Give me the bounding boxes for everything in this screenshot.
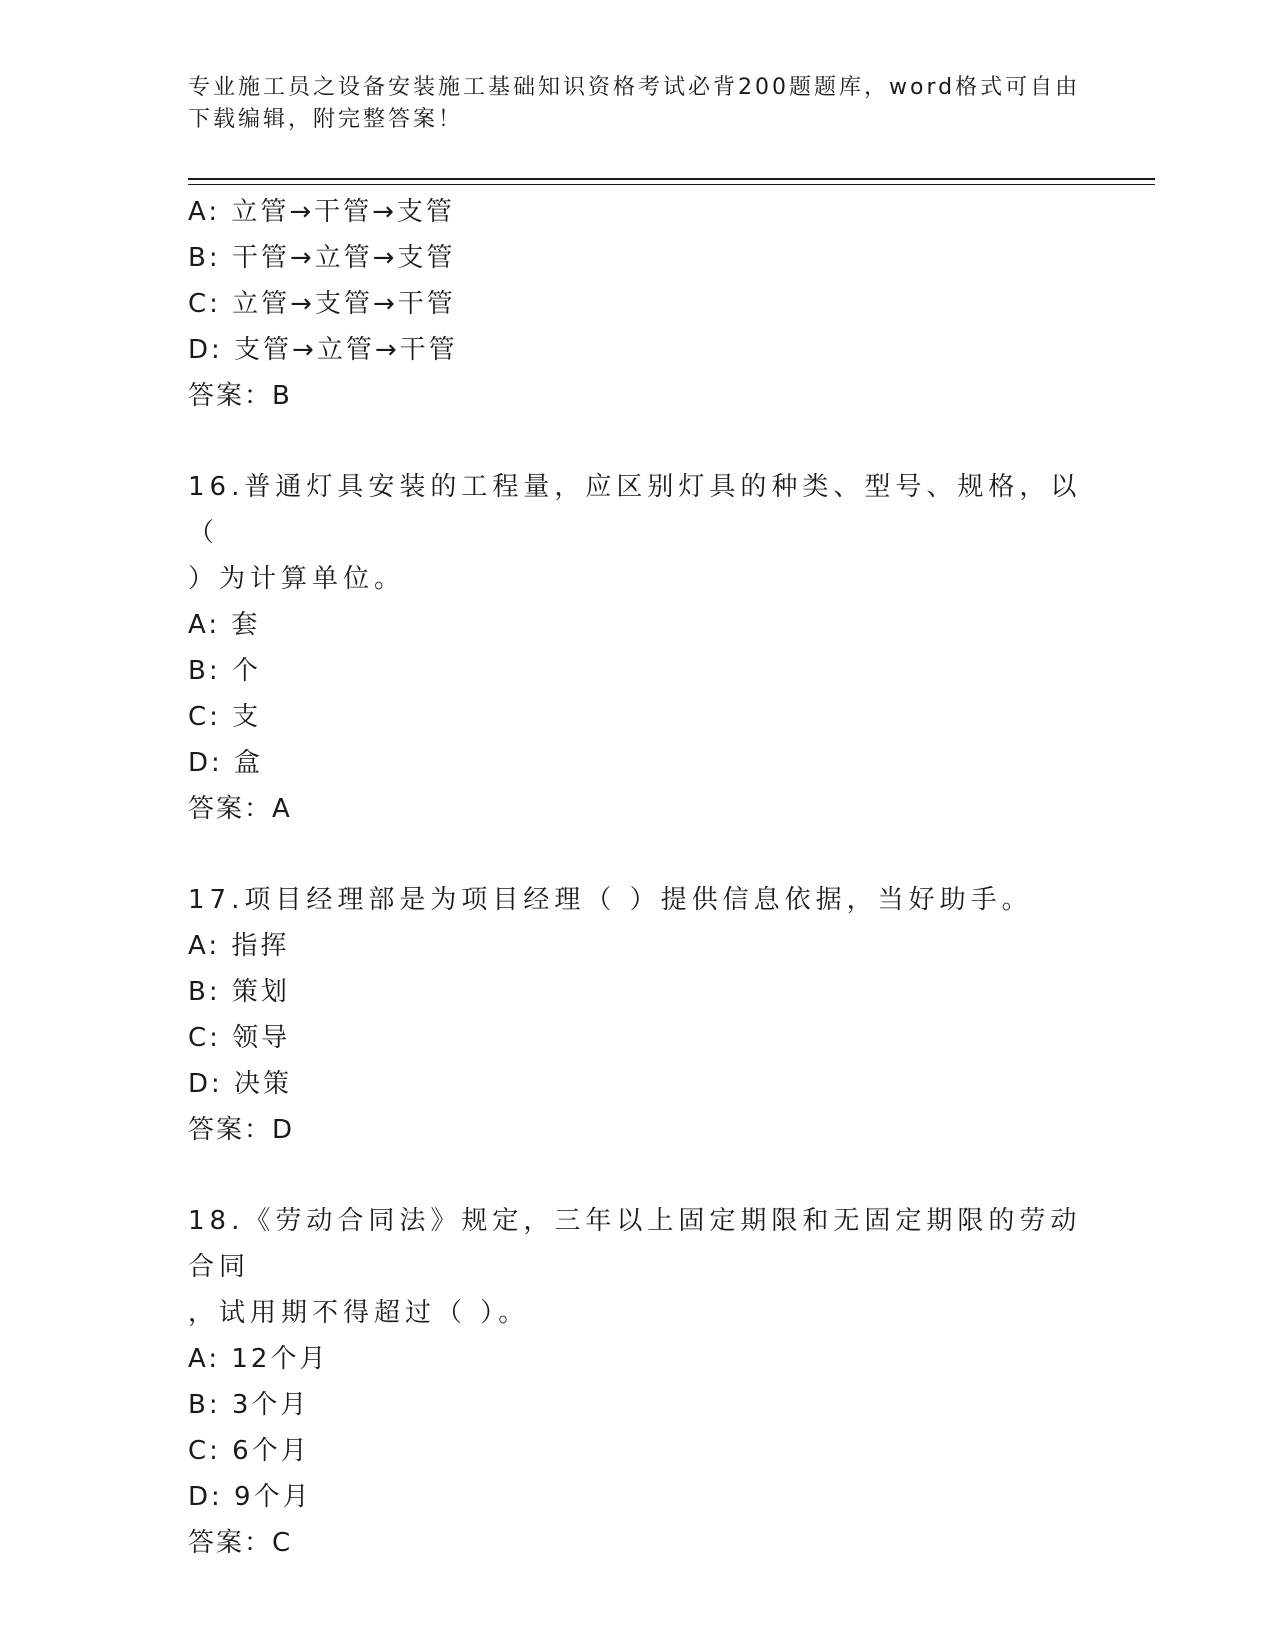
option-d: D: 盒 (188, 748, 264, 778)
answer-line: 答案：B (188, 381, 292, 411)
answer-line: 答案：A (188, 794, 292, 824)
option-a: A: 立管→干管→支管 (188, 197, 455, 227)
option-d: D: 支管→立管→干管 (188, 335, 458, 365)
answer-line: 答案：D (188, 1115, 295, 1145)
option-b: B: 干管→立管→支管 (188, 243, 456, 273)
header-title-line-2: 下载编辑，附完整答案！ (188, 107, 464, 132)
question-text-line-2: ，试用期不得超过（ ）。 (188, 1298, 530, 1328)
header-title-line-1: 专业施工员之设备安装施工基础知识资格考试必背200题题库，word格式可自由 (188, 75, 1081, 100)
option-d: D: 9个月 (188, 1482, 312, 1512)
option-b: B: 策划 (188, 977, 290, 1007)
option-b: B: 3个月 (188, 1390, 310, 1420)
question-text-line-1: 17.项目经理部是为项目经理（ ）提供信息依据，当好助手。 (188, 885, 1033, 915)
header-divider-thick (188, 178, 1155, 180)
answer-line: 答案：C (188, 1528, 293, 1558)
option-c: C: 立管→支管→干管 (188, 289, 456, 319)
option-a: A: 指挥 (188, 931, 290, 961)
question-15-continued (188, 189, 1088, 419)
question-list (188, 189, 1088, 1566)
option-d: D: 决策 (188, 1069, 293, 1099)
option-b: B: 个 (188, 656, 261, 686)
question-text-line-2: ）为计算单位。 (188, 564, 406, 594)
document-header (188, 72, 1088, 136)
question-16 (188, 464, 1088, 832)
question-17 (188, 877, 1088, 1153)
option-a: A: 套 (188, 610, 261, 640)
option-c: C: 6个月 (188, 1436, 310, 1466)
option-c: C: 领导 (188, 1023, 291, 1053)
question-18 (188, 1198, 1088, 1566)
question-text-line-1: 18.《劳动合同法》规定，三年以上固定期限和无固定期限的劳动合同 (188, 1206, 1082, 1282)
question-text-line-1: 16.普通灯具安装的工程量，应区别灯具的种类、型号、规格，以（ (188, 472, 1082, 548)
option-c: C: 支 (188, 702, 262, 732)
option-a: A: 12个月 (188, 1344, 329, 1374)
header-divider-thin (188, 184, 1155, 185)
